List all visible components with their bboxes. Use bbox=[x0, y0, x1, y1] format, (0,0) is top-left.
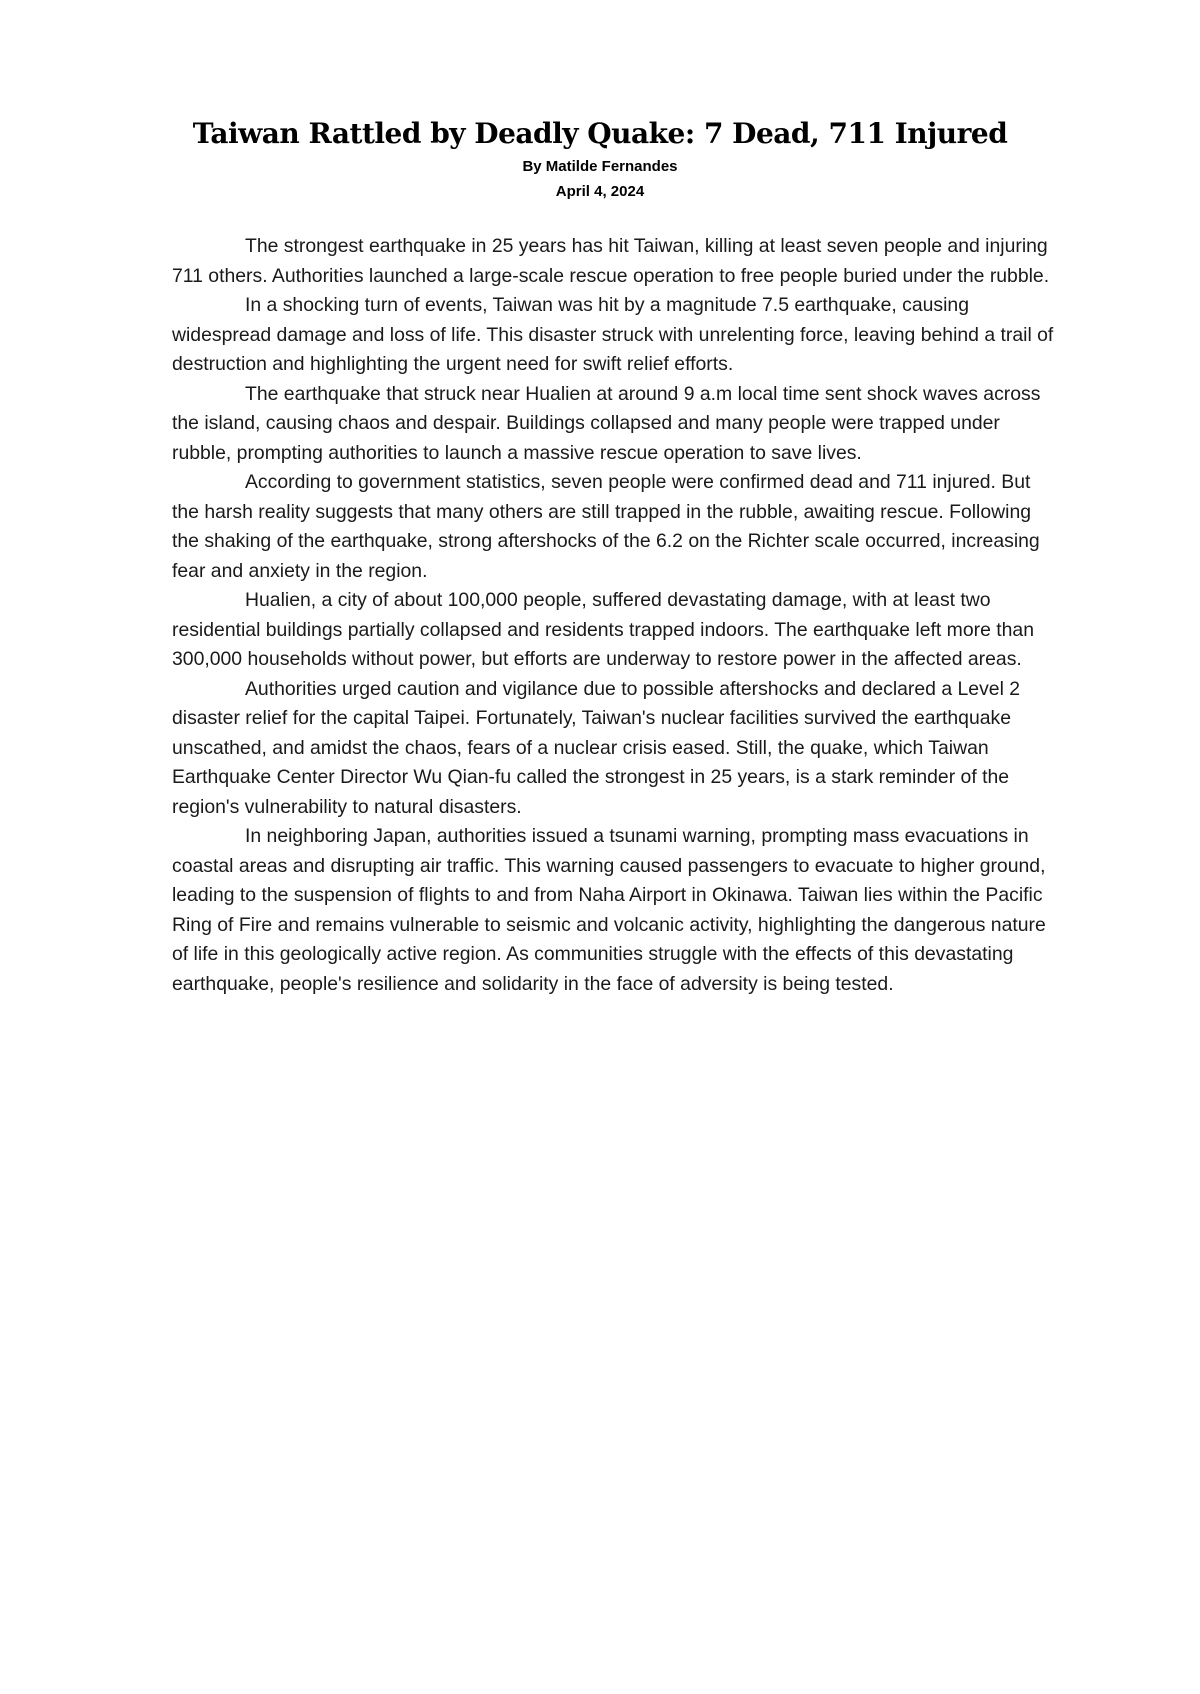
article-header bbox=[0, 114, 1200, 204]
article-title: Taiwan Rattled by Deadly Quake: 7 Dead, 711 Injured bbox=[192, 117, 1008, 150]
article-paragraph: The earthquake that struck near Hualien at around 9 a.m local time sent shock waves across the island, causing chaos and despair. Buildings collapsed and many people were trapped under rubble, prompting authorities to launch a massive rescue operation to save lives. bbox=[172, 382, 1041, 464]
article-paragraph: In neighboring Japan, authorities issued a tsunami warning, prompting mass evacuations in coastal areas and disrupting air traffic. This warning caused passengers to evacuate to higher ground, leading to the suspension of flights to and from Naha Airport in Okinawa. Taiwan lies within the Pacific Ring of Fire and remains vulnerable to seismic and volcanic activity, highlighting the dangerous nature of life in this geologically active region. As communities struggle with the effects of this devastating earthquake, people's resilience and solidarity in the face of adversity is being tested. bbox=[172, 825, 1046, 995]
article-paragraph: The strongest earthquake in 25 years has hit Taiwan, killing at least seven people and injuring 711 others. Authorities launched a large-scale rescue operation to free people buried under the rubble. bbox=[172, 235, 1050, 287]
article-date: April 4, 2024 bbox=[555, 183, 645, 200]
article-body bbox=[172, 232, 1062, 999]
article-byline: By Matilde Fernandes bbox=[522, 158, 678, 175]
article-paragraph: According to government statistics, seven people were confirmed dead and 711 injured. But the harsh reality suggests that many others are still trapped in the rubble, awaiting rescue. Following the shaking of the earthquake, strong aftershocks of the 6.2 on the Richter scale occurred, increasing fear and anxiety in the region. bbox=[172, 471, 1040, 582]
article-paragraph: Hualien, a city of about 100,000 people, suffered devastating damage, with at least two residential buildings partially collapsed and residents trapped indoors. The earthquake left more than 300,000 households without power, but efforts are underway to restore power in the affected areas. bbox=[172, 589, 1034, 670]
article-paragraph: In a shocking turn of events, Taiwan was hit by a magnitude 7.5 earthquake, causing widespread damage and loss of life. This disaster struck with unrelenting force, leaving behind a trail of destruction and highlighting the urgent need for swift relief efforts. bbox=[172, 294, 1054, 375]
article-paragraph: Authorities urged caution and vigilance due to possible aftershocks and declared a Level 2 disaster relief for the capital Taipei. Fortunately, Taiwan's nuclear facilities survived the earthquake unscathed, and amidst the chaos, fears of a nuclear crisis eased. Still, the quake, which Taiwan Earthquake Center Director Wu Qian-fu called the strongest in 25 years, is a stark reminder of the region's vulnerability to natural disasters. bbox=[172, 677, 1021, 818]
